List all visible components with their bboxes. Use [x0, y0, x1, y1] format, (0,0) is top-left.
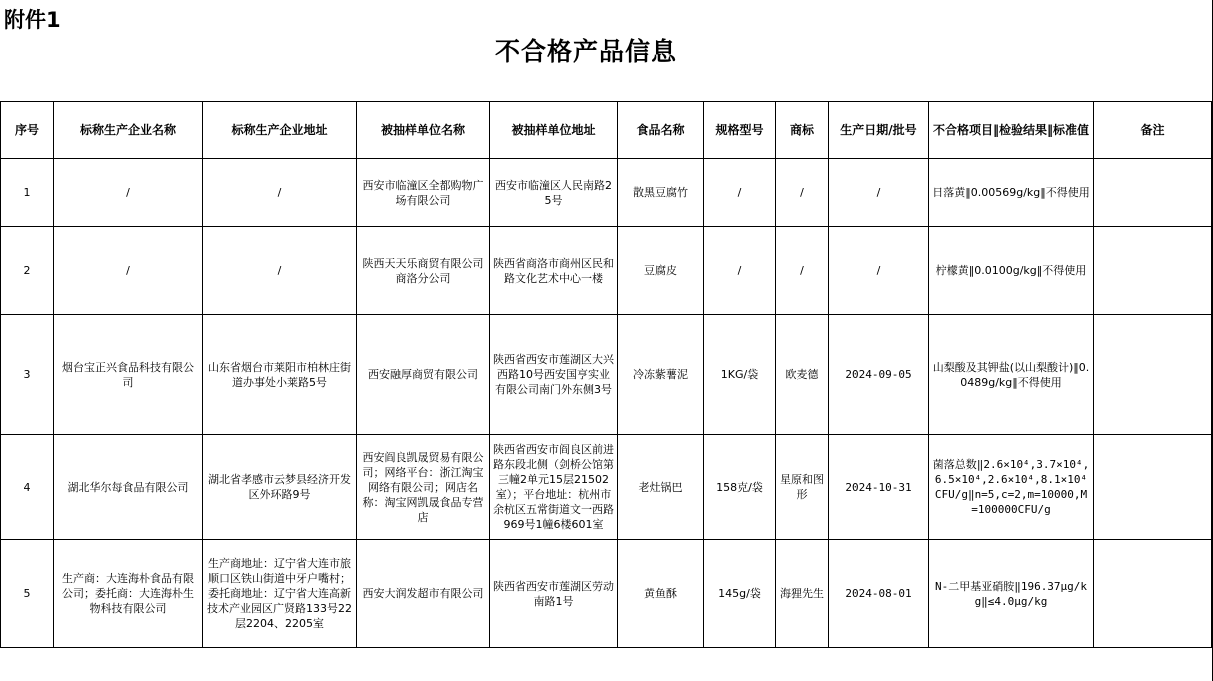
cell-producer-name: 烟台宝正兴食品科技有限公司 [54, 315, 203, 435]
table-header-row [1, 102, 1212, 159]
product-table [0, 101, 1212, 648]
cell-producer-name: / [54, 227, 203, 315]
cell-spec: / [704, 227, 776, 315]
cell-food-name: 老灶锅巴 [618, 435, 704, 540]
cell-production-date: / [829, 159, 929, 227]
cell-remarks [1094, 435, 1212, 540]
cell-sampled-unit-name: 西安大润发超市有限公司 [357, 540, 490, 648]
header-food-name: 食品名称 [618, 102, 704, 159]
table-row [1, 227, 1212, 315]
cell-remarks [1094, 227, 1212, 315]
cell-sampled-unit-name: 陕西天天乐商贸有限公司商洛分公司 [357, 227, 490, 315]
cell-remarks [1094, 159, 1212, 227]
cell-producer-name: 湖北华尔每食品有限公司 [54, 435, 203, 540]
cell-producer-address: / [203, 227, 357, 315]
table-row [1, 435, 1212, 540]
cell-failed-items: 日落黄‖0.00569g/kg‖不得使用 [929, 159, 1094, 227]
cell-sampled-unit-name: 西安阎良凯晟贸易有限公司；网络平台：浙江淘宝网络有限公司；网店名称：淘宝网凯晟食品专营店 [357, 435, 490, 540]
cell-spec: / [704, 159, 776, 227]
cell-producer-address: 生产商地址：辽宁省大连市旅顺口区铁山街道中牙户嘴村；委托商地址：辽宁省大连高新技术产业园区广贤路133号22层2204、2205室 [203, 540, 357, 648]
cell-sampled-unit-name: 西安融厚商贸有限公司 [357, 315, 490, 435]
cell-brand: 海狸先生 [776, 540, 829, 648]
header-seq: 序号 [1, 102, 54, 159]
cell-failed-items: N-二甲基亚硝胺‖196.37μg/kg‖≤4.0μg/kg [929, 540, 1094, 648]
table-row [1, 540, 1212, 648]
cell-food-name: 豆腐皮 [618, 227, 704, 315]
cell-production-date: 2024-09-05 [829, 315, 929, 435]
cell-producer-address: / [203, 159, 357, 227]
cell-seq: 3 [1, 315, 54, 435]
cell-failed-items: 柠檬黄‖0.0100g/kg‖不得使用 [929, 227, 1094, 315]
cell-producer-address: 湖北省孝感市云梦县经济开发区外环路9号 [203, 435, 357, 540]
cell-production-date: 2024-10-31 [829, 435, 929, 540]
cell-production-date: 2024-08-01 [829, 540, 929, 648]
cell-seq: 1 [1, 159, 54, 227]
cell-brand: 星原和图形 [776, 435, 829, 540]
header-production-date: 生产日期/批号 [829, 102, 929, 159]
cell-brand: / [776, 159, 829, 227]
header-producer-address: 标称生产企业地址 [203, 102, 357, 159]
header-spec: 规格型号 [704, 102, 776, 159]
cell-producer-name: / [54, 159, 203, 227]
cell-remarks [1094, 315, 1212, 435]
cell-sampled-unit-address: 陕西省西安市莲湖区大兴西路10号西安国亨实业有限公司南门外东侧3号 [490, 315, 618, 435]
cell-spec: 1KG/袋 [704, 315, 776, 435]
cell-failed-items: 菌落总数‖2.6×10⁴,3.7×10⁴,6.5×10⁴,2.6×10⁴,8.1×10⁴CFU/g‖n=5,c=2,m=10000,M=100000CFU/g [929, 435, 1094, 540]
cell-remarks [1094, 540, 1212, 648]
header-failed-items: 不合格项目‖检验结果‖标准值 [929, 102, 1094, 159]
cell-brand: 欧麦德 [776, 315, 829, 435]
header-sampled-unit-name: 被抽样单位名称 [357, 102, 490, 159]
cell-production-date: / [829, 227, 929, 315]
cell-seq: 5 [1, 540, 54, 648]
cell-failed-items: 山梨酸及其钾盐(以山梨酸计)‖0.0489g/kg‖不得使用 [929, 315, 1094, 435]
header-brand: 商标 [776, 102, 829, 159]
cell-spec: 158克/袋 [704, 435, 776, 540]
cell-sampled-unit-address: 西安市临潼区人民南路25号 [490, 159, 618, 227]
table-row [1, 159, 1212, 227]
cell-producer-name: 生产商：大连海朴食品有限公司；委托商：大连海朴生物科技有限公司 [54, 540, 203, 648]
cell-spec: 145g/袋 [704, 540, 776, 648]
header-producer-name: 标称生产企业名称 [54, 102, 203, 159]
header-remarks: 备注 [1094, 102, 1212, 159]
cell-seq: 2 [1, 227, 54, 315]
table-row [1, 315, 1212, 435]
cell-sampled-unit-address: 陕西省西安市莲湖区劳动南路1号 [490, 540, 618, 648]
cell-seq: 4 [1, 435, 54, 540]
cell-brand: / [776, 227, 829, 315]
annex-label: 附件1 [4, 8, 61, 32]
cell-food-name: 冷冻紫薯泥 [618, 315, 704, 435]
cell-food-name: 散黑豆腐竹 [618, 159, 704, 227]
cell-food-name: 黄鱼酥 [618, 540, 704, 648]
cell-sampled-unit-address: 陕西省西安市阎良区前进路东段北侧（剑桥公馆第三幢2单元15层21502室）；平台地址：杭州市余杭区五常街道文一西路969号1幢6楼601室 [490, 435, 618, 540]
cell-sampled-unit-address: 陕西省商洛市商州区民和路文化艺术中心一楼 [490, 227, 618, 315]
cell-producer-address: 山东省烟台市莱阳市柏林庄街道办事处小莱路5号 [203, 315, 357, 435]
header-sampled-unit-address: 被抽样单位地址 [490, 102, 618, 159]
cell-sampled-unit-name: 西安市临潼区全都购物广场有限公司 [357, 159, 490, 227]
page-title: 不合格产品信息 [494, 37, 677, 66]
